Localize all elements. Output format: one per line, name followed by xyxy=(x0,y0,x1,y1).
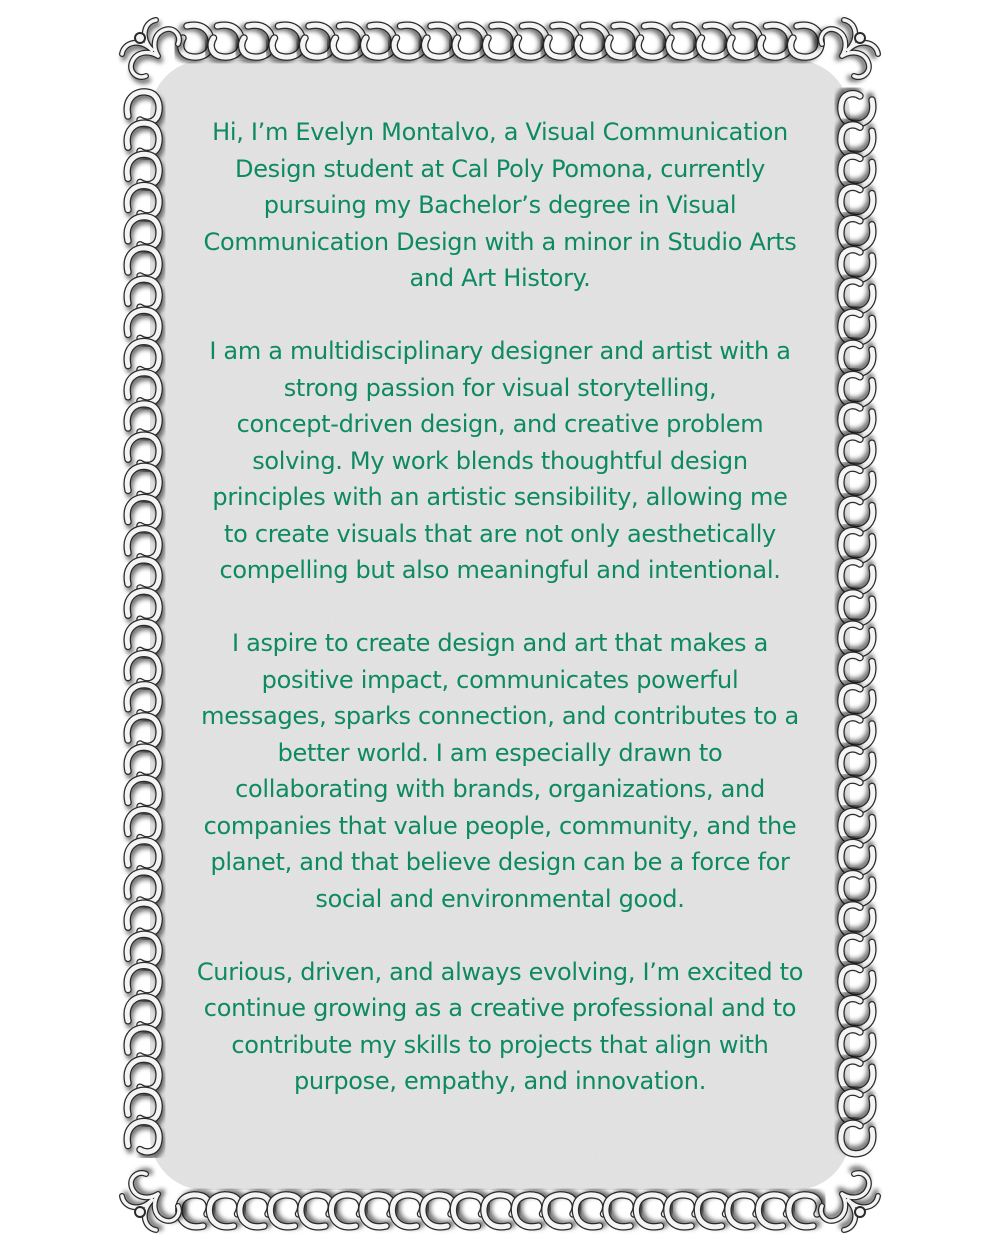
scallop-loop xyxy=(547,25,577,57)
bio-paragraph-closing: Curious, driven, and always evolving, I’m excited to continue growing as a creative professional and to contribute my skills to projects that align with purpose, empathy, and innovation. xyxy=(196,957,804,1095)
scallop-loop xyxy=(575,1195,605,1227)
scallop-loop xyxy=(301,1195,331,1227)
scallop-loop xyxy=(455,25,485,57)
scallop-loop xyxy=(394,25,424,57)
scallop-loop xyxy=(364,25,394,57)
scallop-loop xyxy=(392,1195,422,1227)
scallop-loop xyxy=(331,1195,361,1227)
scallop-loop xyxy=(730,25,760,57)
scallop-loop xyxy=(362,1195,392,1227)
scallop-loop xyxy=(669,25,699,57)
scallop-loop xyxy=(181,25,211,57)
scallop-loop xyxy=(545,1195,575,1227)
scallop-loop xyxy=(791,25,821,57)
scallop-loop xyxy=(789,1195,819,1227)
scallop-loop xyxy=(760,25,790,57)
filigree-corner-icon xyxy=(122,1173,179,1230)
scallop-loop xyxy=(423,1195,453,1227)
scallop-loop xyxy=(242,25,272,57)
scallop-loop xyxy=(638,25,668,57)
scallop-loop xyxy=(425,25,455,57)
scallop-loop xyxy=(758,1195,788,1227)
scallop-loop xyxy=(728,1195,758,1227)
scallop-loop xyxy=(333,25,363,57)
scallop-loop xyxy=(514,1195,544,1227)
bio-paragraph-aspiration: I aspire to create design and art that makes a positive impact, communicates powerful messages, sparks connection, and contributes to a better world. I am especially drawn to collaborating with brands, organizations, and companies that value people, community, and the planet, and that believe design can be a force for social and environmental good. xyxy=(201,629,799,913)
filigree-corner-icon xyxy=(821,1173,878,1230)
scallop-loop xyxy=(303,25,333,57)
scallop-loop xyxy=(608,25,638,57)
scallop-loop xyxy=(453,1195,483,1227)
scallop-loop xyxy=(486,25,516,57)
scallop-loop xyxy=(179,1195,209,1227)
scallop-loop xyxy=(699,25,729,57)
filigree-corner-icon xyxy=(821,20,878,77)
scallop-loop xyxy=(636,1195,666,1227)
scallop-loop xyxy=(606,1195,636,1227)
scallop-loop xyxy=(272,25,302,57)
scallop-loop xyxy=(577,25,607,57)
scallop-loop xyxy=(484,1195,514,1227)
bio-paragraph-practice: I am a multidisciplinary designer and artist with a strong passion for visual storytelling, concept-driven design, and creative problem solving. My work blends thoughtful design principles with an artistic sensibility, allowing me to create visuals that are not only aesthetically compelling but also meaningful and intentional. xyxy=(209,337,791,584)
scallop-loop xyxy=(697,1195,727,1227)
scallop-loop xyxy=(516,25,546,57)
filigree-corner-icon xyxy=(122,20,179,77)
scallop-loop xyxy=(667,1195,697,1227)
scallop-loop xyxy=(240,1195,270,1227)
bio-text xyxy=(178,114,822,1134)
scallop-loop xyxy=(211,25,241,57)
bio-paragraph-intro: Hi, I’m Evelyn Montalvo, a Visual Communication Design student at Cal Poly Pomona, currently pursuing my Bachelor’s degree in Visual Communication Design with a minor in Studio Arts and Art History. xyxy=(203,118,797,292)
scallop-loop xyxy=(270,1195,300,1227)
scallop-loop xyxy=(209,1195,239,1227)
